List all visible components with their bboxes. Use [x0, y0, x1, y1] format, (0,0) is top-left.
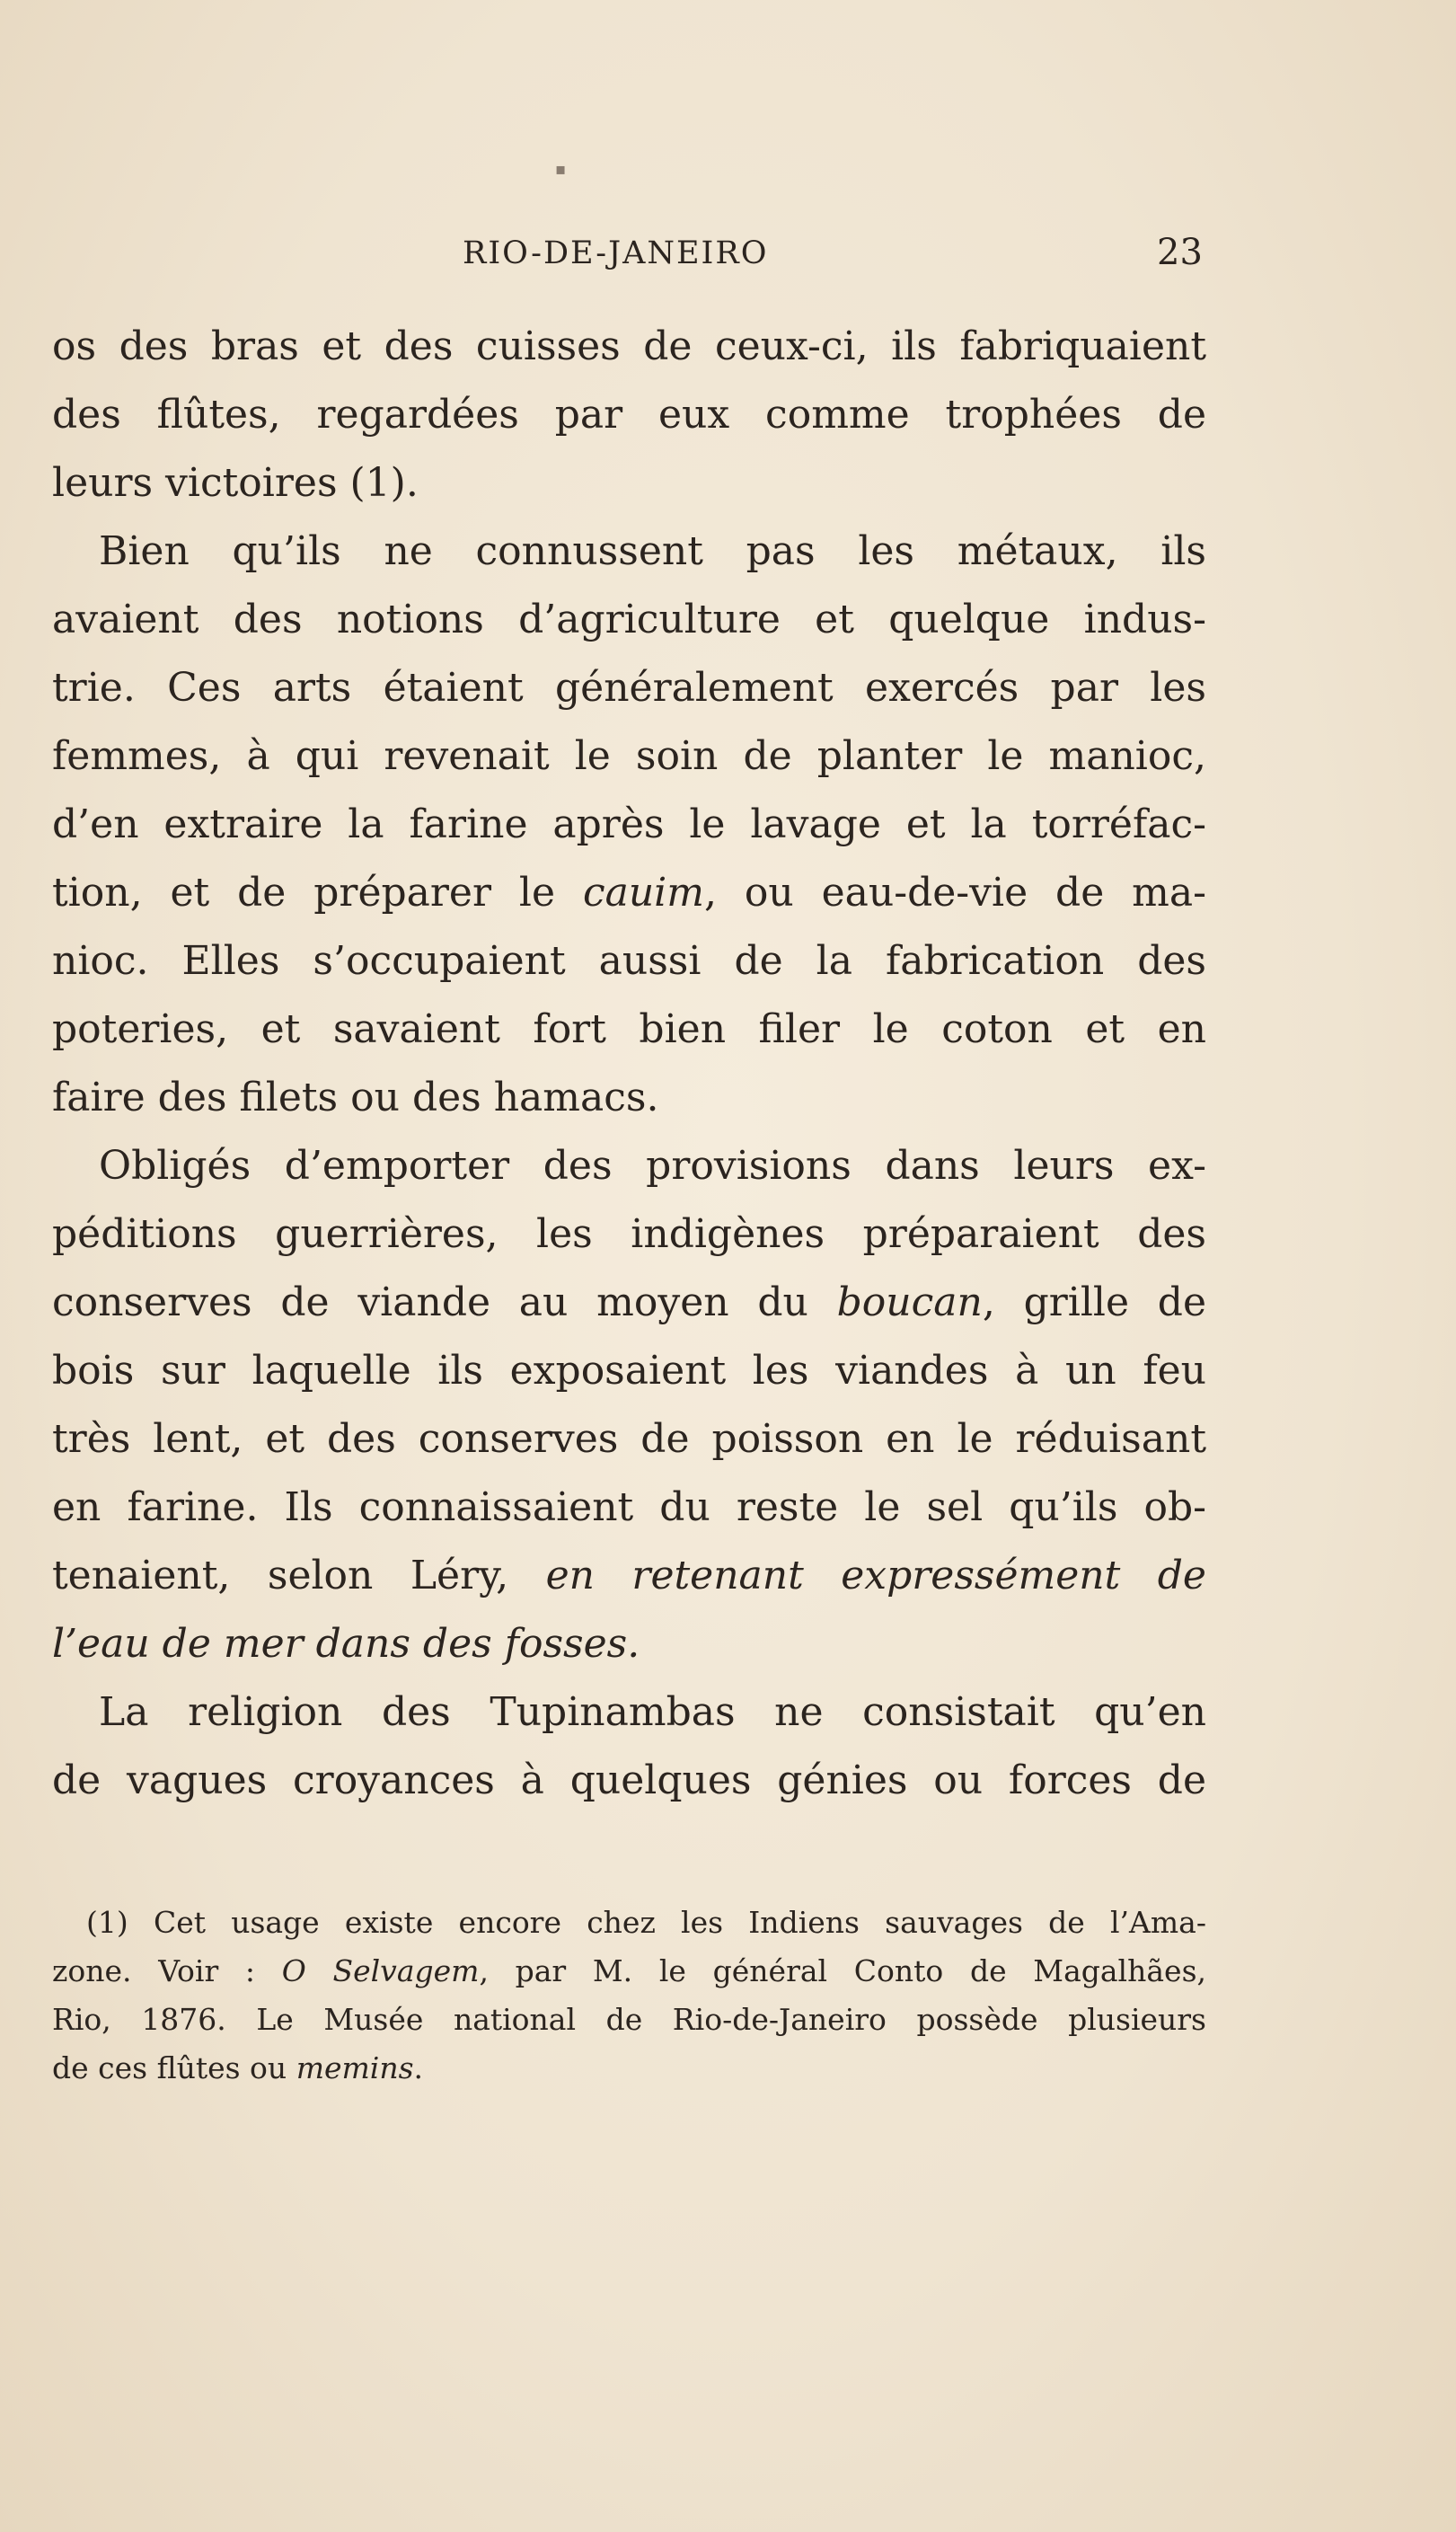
text-fragment: .: [413, 2050, 424, 2085]
italic-term-cauim: cauim: [582, 870, 704, 916]
paragraph-start-line: Bien qu’ils ne connussent pas les métaux, ils: [99, 528, 1206, 574]
text-fragment: , ou eau-de-vie de ma-: [703, 870, 1206, 916]
running-title: RIO-DE-JANEIRO: [463, 235, 769, 271]
text-fragment: , par M. le général Conto de Magalhães,: [479, 1953, 1206, 1988]
text-line: des flûtes, regardées par eux comme trophées de: [52, 392, 1206, 438]
text-line: avaient des notions d’agriculture et quelque indus-: [52, 597, 1206, 642]
text-fragment: tenaient, selon Léry,: [52, 1553, 509, 1598]
italic-quote: l’eau de mer dans des fosses.: [52, 1621, 640, 1667]
paragraph-start-line: Obligés d’emporter des provisions dans leurs ex-: [99, 1143, 1206, 1189]
footnote-line: (1) Cet usage existe encore chez les Indiens sauvages de l’Ama-: [86, 1905, 1206, 1940]
text-line: [52, 1619, 1206, 1669]
text-fragment: conserves de viande au moyen du: [52, 1279, 808, 1325]
text-line: leurs victoires (1).: [52, 460, 419, 506]
text-line: bois sur laquelle ils exposaient les viandes à un feu: [52, 1348, 1206, 1394]
italic-title: O Selvagem: [281, 1953, 480, 1988]
text-fragment: tion, et de préparer le: [52, 870, 556, 916]
text-fragment: de ces flûtes ou: [52, 2050, 287, 2085]
text-line: femmes, à qui revenait le soin de planter le manioc,: [52, 733, 1206, 779]
footnote-line: [52, 2049, 1206, 2088]
text-line: nioc. Elles s’occupaient aussi de la fabrication des: [52, 938, 1206, 984]
italic-quote: en retenant expressément de: [545, 1553, 1206, 1598]
text-line: très lent, et des conserves de poisson en le réduisant: [52, 1416, 1206, 1462]
text-fragment: , grille de: [982, 1279, 1206, 1325]
text-line: faire des filets ou des hamacs.: [52, 1075, 659, 1120]
text-line: [52, 1278, 1206, 1328]
text-line: d’en extraire la farine après le lavage et la torréfac-: [52, 801, 1206, 847]
paragraph-start-line: La religion des Tupinambas ne consistait qu’en: [99, 1689, 1206, 1735]
text-line: [52, 868, 1206, 918]
footnote-line: [52, 1952, 1206, 1991]
paper-speck: ▪: [555, 160, 567, 179]
text-line: de vagues croyances à quelques génies ou forces de: [52, 1757, 1206, 1803]
page-number: 23: [1157, 232, 1203, 273]
text-fragment: zone. Voir :: [52, 1953, 256, 1988]
text-line: [52, 1551, 1206, 1601]
text-line: péditions guerrières, les indigènes préparaient des: [52, 1211, 1206, 1257]
text-line: os des bras et des cuisses de ceux-ci, ils fabriquaient: [52, 323, 1206, 369]
text-line: en farine. Ils connaissaient du reste le sel qu’ils ob-: [52, 1484, 1206, 1530]
footnote-line: Rio, 1876. Le Musée national de Rio-de-Janeiro possède plusieurs: [52, 2002, 1206, 2037]
italic-term-boucan: boucan: [836, 1279, 983, 1325]
italic-term-memins: memins: [296, 2050, 414, 2085]
text-line: trie. Ces arts étaient généralement exercés par les: [52, 665, 1206, 711]
text-line: poteries, et savaient fort bien filer le coton et en: [52, 1006, 1206, 1052]
